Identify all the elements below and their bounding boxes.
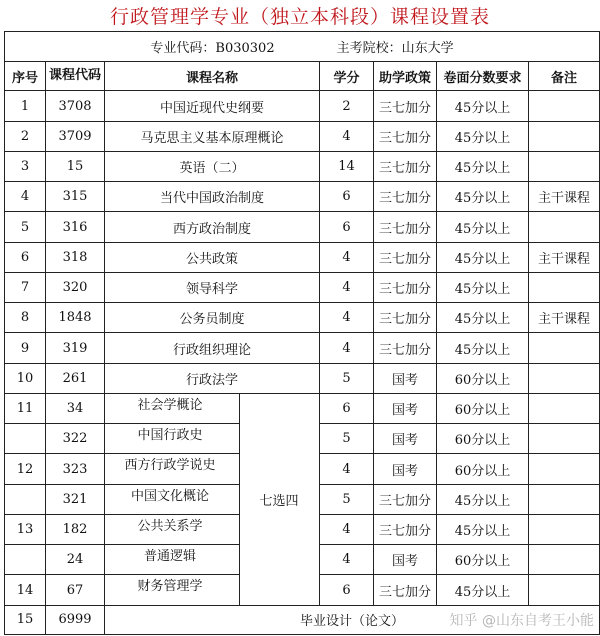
table-row [5, 212, 600, 242]
cell-no: 1 [5, 91, 46, 121]
cell-no: 15 [5, 605, 46, 634]
table-row [5, 182, 600, 212]
cell-credit: 4 [320, 454, 374, 484]
cell-no: 4 [5, 182, 46, 212]
cell-score: 45分以上 [437, 484, 529, 514]
cell-name: 英语（二） [105, 151, 320, 181]
cell-no: 9 [5, 333, 46, 363]
cell-policy: 三七加分 [374, 242, 437, 272]
cell-note [529, 91, 600, 121]
cell-score: 60分以上 [437, 363, 529, 393]
table-row [5, 363, 600, 393]
cell-note [529, 484, 600, 514]
cell-policy: 国考 [374, 454, 437, 484]
cell-credit: 14 [320, 151, 374, 181]
cell-note [529, 424, 600, 454]
table-row [5, 303, 600, 333]
cell-code: 319 [46, 333, 105, 363]
cell-note [529, 333, 600, 363]
cell-code: 15 [46, 151, 105, 181]
table-row [5, 121, 600, 151]
cell-credit: 6 [320, 212, 374, 242]
info-row [5, 32, 600, 62]
elective-course-name: 公共关系学 [137, 518, 203, 534]
cell-policy: 三七加分 [374, 575, 437, 605]
cell-no: 5 [5, 212, 46, 242]
cell-name: 马克思主义基本原理概论 [105, 121, 320, 151]
cell-code: 318 [46, 242, 105, 272]
cell-no [5, 424, 46, 454]
cell-credit: 4 [320, 333, 374, 363]
cell-note [529, 514, 600, 544]
cell-score: 45分以上 [437, 151, 529, 181]
cell-credit: 4 [320, 545, 374, 575]
table-row [5, 91, 600, 121]
table-row [5, 272, 600, 302]
major-code: 专业代码：B030302 [150, 41, 275, 57]
cell-name: 行政法学 [105, 363, 320, 393]
elective-course-name: 中国行政史 [137, 428, 203, 444]
cell-policy: 国考 [374, 363, 437, 393]
cell-credit: 6 [320, 393, 374, 423]
page-title: 行政管理学专业（独立本科段）课程设置表 [109, 6, 490, 28]
cell-name: 西方政治制度 [105, 212, 320, 242]
cell-note [529, 212, 600, 242]
table-row [5, 151, 600, 181]
cell-score: 45分以上 [437, 514, 529, 544]
cell-policy: 三七加分 [374, 182, 437, 212]
cell-note [529, 121, 600, 151]
cell-score: 60分以上 [437, 424, 529, 454]
elective-course-name: 普通逻辑 [143, 549, 196, 565]
cell-code: 322 [46, 424, 105, 454]
cell-no: 8 [5, 303, 46, 333]
cell-policy: 三七加分 [374, 212, 437, 242]
cell-code: 1848 [46, 303, 105, 333]
cell-score: 45分以上 [437, 212, 529, 242]
cell-credit: 5 [320, 484, 374, 514]
cell-no: 14 [5, 575, 46, 605]
cell-note: 主干课程 [529, 182, 600, 212]
cell-score: 45分以上 [437, 303, 529, 333]
cell-score: 45分以上 [437, 182, 529, 212]
cell-no: 12 [5, 454, 46, 484]
elective-group-label: 七选四 [240, 394, 319, 604]
cell-code: 3708 [46, 91, 105, 121]
header-score: 卷面分数要求 [437, 62, 529, 91]
cell-no: 10 [5, 363, 46, 393]
cell-code: 3709 [46, 121, 105, 151]
cell-score: 60分以上 [437, 393, 529, 423]
cell-no: 3 [5, 151, 46, 181]
cell-code: 315 [46, 182, 105, 212]
cell-note: 主干课程 [529, 242, 600, 272]
cell-note [529, 545, 600, 575]
cell-policy: 三七加分 [374, 333, 437, 363]
cell-note [529, 272, 600, 302]
cell-score: 60分以上 [437, 454, 529, 484]
cell-policy: 三七加分 [374, 514, 437, 544]
cell-policy: 三七加分 [374, 484, 437, 514]
cell-code: 182 [46, 514, 105, 544]
cell-code: 261 [46, 363, 105, 393]
header-code: 课程代码 [46, 62, 105, 91]
cell-note [529, 454, 600, 484]
header-name: 课程名称 [105, 62, 320, 91]
cell-name: 领导科学 [105, 272, 320, 302]
cell-credit: 6 [320, 182, 374, 212]
cell-credit: 4 [320, 242, 374, 272]
cell-credit: 5 [320, 363, 374, 393]
cell-no [5, 484, 46, 514]
elective-course-name: 财务管理学 [137, 579, 203, 595]
cell-code: 6999 [46, 605, 105, 634]
cell-code: 323 [46, 454, 105, 484]
cell-credit: 6 [320, 575, 374, 605]
cell-note: 主干课程 [529, 303, 600, 333]
cell-no: 11 [5, 393, 46, 423]
cell-no: 13 [5, 514, 46, 544]
cell-code: 321 [46, 484, 105, 514]
cell-policy: 国考 [374, 424, 437, 454]
info-cell [5, 32, 600, 62]
cell-note [529, 363, 600, 393]
cell-score: 45分以上 [437, 91, 529, 121]
cell-final-name: 毕业设计（论文） [105, 605, 600, 634]
elective-course-name: 西方行政学说史 [124, 458, 216, 474]
cell-score: 45分以上 [437, 575, 529, 605]
cell-credit: 4 [320, 121, 374, 151]
cell-score: 45分以上 [437, 121, 529, 151]
cell-policy: 三七加分 [374, 91, 437, 121]
cell-name: 中国近现代史纲要 [105, 91, 320, 121]
cell-note [529, 151, 600, 181]
cell-code: 320 [46, 272, 105, 302]
cell-credit: 4 [320, 272, 374, 302]
cell-credit: 4 [320, 303, 374, 333]
header-no: 序号 [5, 62, 46, 91]
cell-score: 45分以上 [437, 242, 529, 272]
cell-note [529, 575, 600, 605]
cell-no [5, 545, 46, 575]
cell-code: 67 [46, 575, 105, 605]
table-row [5, 333, 600, 363]
elective-course-name: 社会学概论 [137, 397, 203, 413]
header-row [5, 62, 600, 91]
elective-course-name: 中国文化概论 [130, 488, 209, 504]
cell-code: 34 [46, 393, 105, 423]
header-credit: 学分 [320, 62, 374, 91]
cell-policy: 三七加分 [374, 303, 437, 333]
cell-policy: 三七加分 [374, 121, 437, 151]
cell-score: 45分以上 [437, 333, 529, 363]
cell-policy: 三七加分 [374, 151, 437, 181]
table-row [5, 242, 600, 272]
cell-policy: 国考 [374, 393, 437, 423]
cell-score: 45分以上 [437, 272, 529, 302]
cell-no: 2 [5, 121, 46, 151]
exam-school: 主考院校：山东大学 [336, 41, 454, 57]
cell-score: 60分以上 [437, 545, 529, 575]
cell-code: 316 [46, 212, 105, 242]
cell-credit: 5 [320, 424, 374, 454]
cell-code: 24 [46, 545, 105, 575]
header-note: 备注 [529, 62, 600, 91]
cell-note [529, 393, 600, 423]
cell-name: 公共政策 [105, 242, 320, 272]
cell-credit: 2 [320, 91, 374, 121]
cell-name: 公务员制度 [105, 303, 320, 333]
cell-no: 6 [5, 242, 46, 272]
cell-name: 行政组织理论 [105, 333, 320, 363]
cell-policy: 三七加分 [374, 272, 437, 302]
cell-no: 7 [5, 272, 46, 302]
watermark: 知乎 @山东自考王小能 [449, 613, 594, 629]
cell-policy: 国考 [374, 545, 437, 575]
cell-name: 当代中国政治制度 [105, 182, 320, 212]
cell-credit: 4 [320, 514, 374, 544]
header-policy: 助学政策 [374, 62, 437, 91]
